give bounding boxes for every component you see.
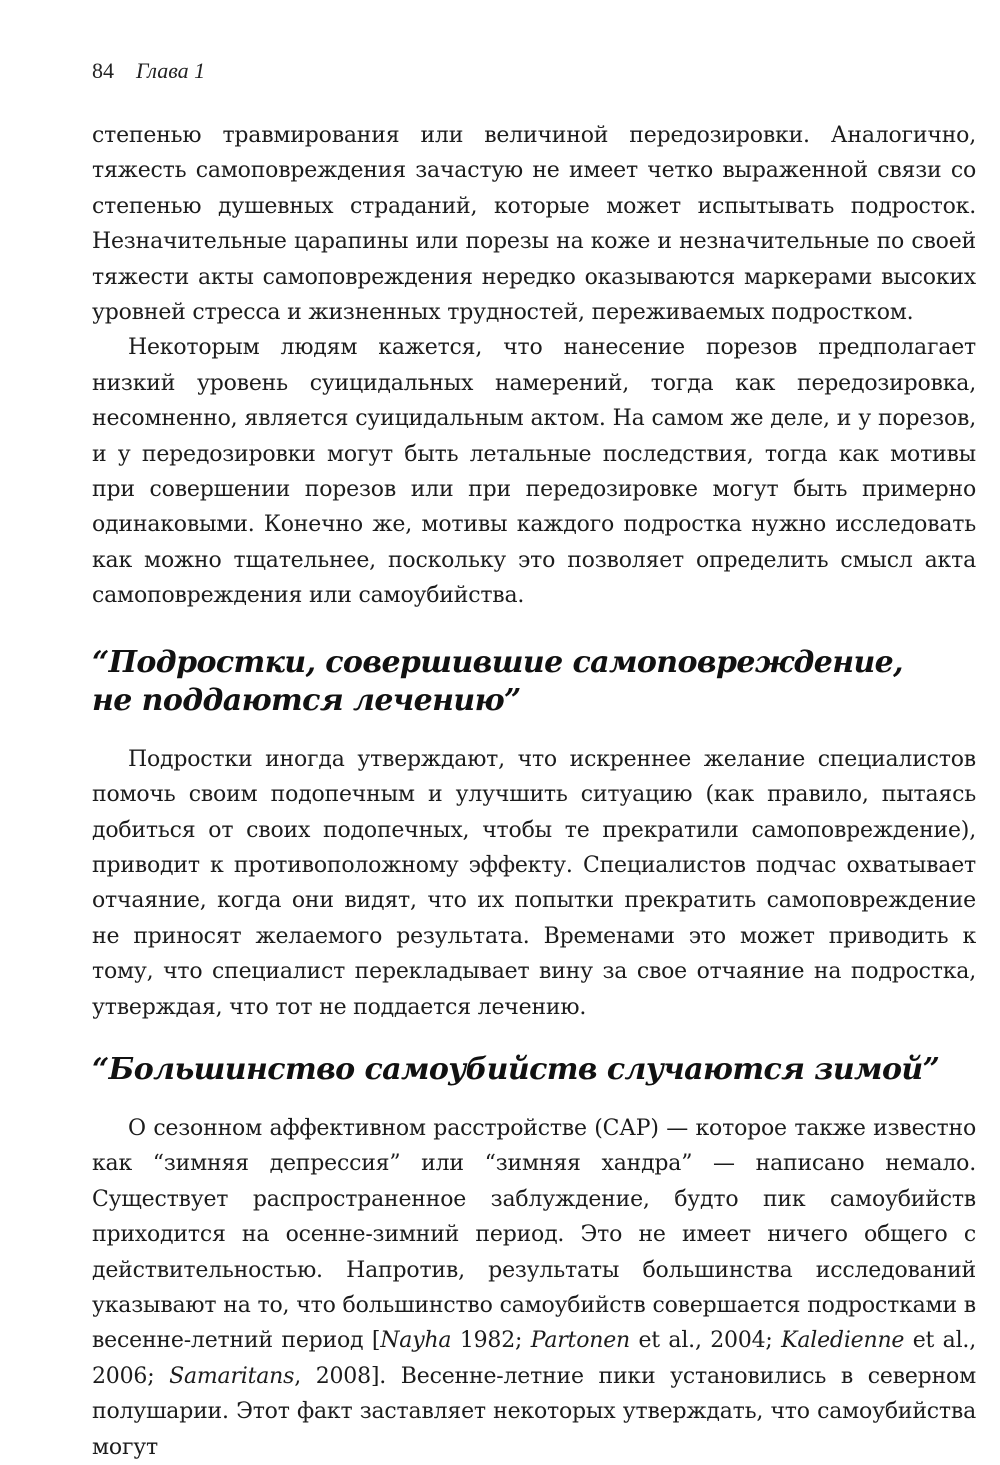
citation-details: et al., 2006;	[92, 1328, 976, 1389]
citation-details: et al., 2004;	[630, 1328, 782, 1354]
section-heading-winter: “Большинство самоубийств случаются зимой”	[92, 1051, 940, 1087]
page-number: 84	[92, 58, 114, 83]
page-body	[92, 118, 976, 1465]
citation-details: 1982;	[451, 1328, 531, 1354]
seasonal-text-intro: О сезонном аффективном расстройстве (САР) — которое также известно как “зимняя депрессия” или “зимняя хандра” — написано немало. Существует распространенное заблуждение, будто пик самоубийств приходится на осенне-зимний период. Это не имеет ничего общего с действительностью. Напротив, результаты большинства исследований указывают на то, что большинство самоубийств совершается подростками в весенне-летний период [	[92, 1115, 976, 1354]
citation-details: , 2008	[294, 1363, 371, 1389]
section-heading-line-2: не поддаются лечению”	[92, 682, 521, 718]
citation-author: Samaritans	[169, 1363, 295, 1389]
chapter-title: Глава 1	[136, 58, 206, 83]
seasonal-text-outro: ]. Весенне-летние пики установились в северном полушарии. Этот факт заставляет некоторых утверждать, что самоубийства могут	[92, 1363, 976, 1460]
paragraph-continued: степенью травмирования или величиной передозировки. Аналогично, тяжесть самоповреждения зачастую не имеет четко выраженной связи со степенью душевных страданий, которые может испытывать подросток. Незначительные царапины или порезы на коже и незначительные по своей тяжести акты самоповреждения нередко оказываются маркерами высоких уровней стресса и жизненных трудностей, переживаемых подростком.	[92, 123, 976, 326]
section-heading-untreatable	[92, 644, 976, 720]
paragraph-cuts-vs-overdose: Некоторым людям кажется, что нанесение порезов предполагает низкий уровень суицидальных намерений, тогда как передозировка, несомненно, является суицидальным актом. На самом же деле, и у порезов, и у передозировки могут быть летальные последствия, тогда как мотивы при совершении порезов или при передозировке могут быть примерно одинаковыми. Конечно же, мотивы каждого подростка нужно исследовать как можно тщательнее, поскольку это позволяет определить смысл акта самоповреждения или самоубийства.	[92, 335, 976, 609]
paragraph-untreatable: Подростки иногда утверждают, что искреннее желание специалистов помочь своим подопечным и улучшить ситуацию (как правило, пытаясь добиться от своих подопечных, чтобы те прекратили самоповреждение), приводит к противоположному эффекту. Специалистов подчас охватывает отчаяние, когда они видят, что их попытки прекратить самоповреждение не приносят желаемого результата. Временами это может приводить к тому, что специалист перекладывает вину за свое отчаяние на подростка, утверждая, что тот не поддается лечению.	[92, 746, 976, 1020]
citation-author: Partonen	[530, 1328, 630, 1354]
citation-author: Nayha	[380, 1328, 452, 1354]
citation-author: Kaledienne	[781, 1328, 905, 1354]
paragraph-seasonal	[92, 1111, 976, 1465]
running-head	[92, 58, 205, 84]
section-heading-line-1: “Подростки, совершившие самоповреждение,	[92, 644, 904, 680]
